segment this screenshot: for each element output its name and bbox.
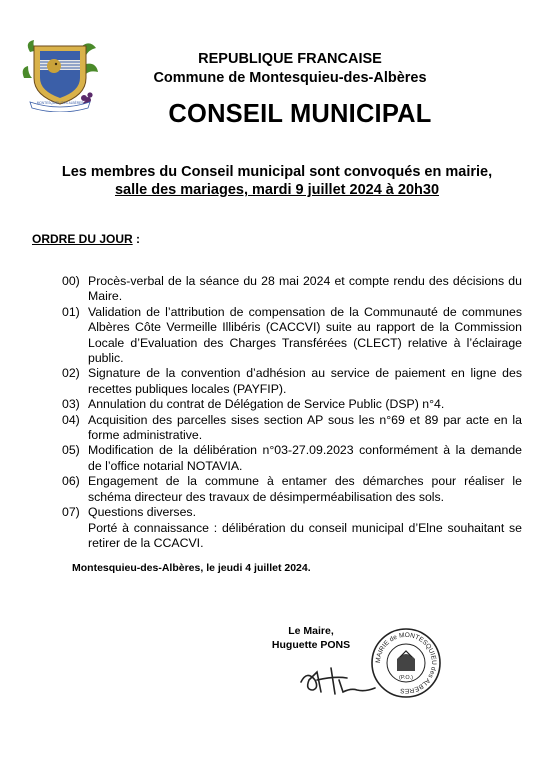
page-title: CONSEIL MUNICIPAL [168,100,432,128]
agenda-item-number: 05) [62,443,80,458]
agenda-item [62,413,522,444]
agenda-item-number: 04) [62,412,80,427]
agenda-heading-label: ORDRE DU JOUR [32,232,133,246]
agenda-item [62,305,522,367]
agenda-item [62,366,522,397]
seal-sub-text: (P.O.) [399,675,413,681]
republic-heading: REPUBLIQUE FRANCAISE [198,51,382,67]
agenda-item-number: 06) [62,474,80,489]
agenda-item-text: Signature de la convention d’adhésion au service de paiement en ligne des recettes publiques locales (PAYFIP). [88,366,522,396]
crest-banner-text: MONTESQUIEU DES ALBÈRES [36,101,84,105]
agenda-heading [32,232,140,246]
convocation-line-1: Les membres du Conseil municipal sont convoqués en mairie, [61,164,493,180]
agenda-item [62,443,522,474]
agenda-item [62,397,522,412]
agenda-item [62,274,522,305]
agenda-item-text: Questions diverses. [88,505,196,520]
date-line: Montesquieu-des-Albères, le jeudi 4 juillet 2024. [72,562,311,574]
agenda-list [62,274,522,551]
signatory-block [255,624,367,652]
agenda-item [62,505,522,551]
convocation-details: salle des mariages, mardi 9 juillet 2024 à 20h30 [114,182,440,198]
seal-text: MAIRIE de MONTESQUIEU des ALBÈRES [374,631,438,695]
agenda-item-number: 01) [62,304,80,319]
agenda-item-number: 02) [62,366,80,381]
agenda-item-body [88,505,522,551]
agenda-item-number: 00) [62,274,80,288]
agenda-item-text: Acquisition des parcelles sises section AP sous les n°69 et 89 par acte en la forme administrative. [88,412,522,443]
agenda-item-note: Porté à connaissance : délibération du conseil municipal d’Elne souhaitant se retirer de la CCACVI. [88,520,522,550]
signatory-name: Huguette PONS [271,639,351,651]
agenda-item [62,474,522,505]
agenda-item-number: 07) [62,505,80,520]
commune-name: Commune de Montesquieu-des-Albères [153,70,427,86]
agenda-item-text: Validation de l’attribution de compensation de la Communauté de communes Albères Côte Vermeille Illibéris (CACCVI) suite au rapport de la Commission Locale d’Evaluation des Charges Transférées (CLECT) relative à l’éclairage public. [88,304,522,366]
agenda-item-text: Engagement de la commune à entamer des démarches pour réaliser le schéma directeur des travaux de désimperméabilisation des sols. [88,474,522,504]
agenda-item-text: Procès-verbal de la séance du 28 mai 2024 et compte rendu des décisions du Maire. [88,274,522,304]
agenda-item-text: Annulation du contrat de Délégation de Service Public (DSP) n°4. [88,397,445,412]
signatory-role: Le Maire, [288,625,334,637]
agenda-item-text: Modification de la délibération n°03-27.09.2023 conformément à la demande de l’office notarial NOTAVIA. [88,443,522,473]
convocation-line-2 [0,182,554,198]
agenda-item-number: 03) [62,397,80,412]
agenda-heading-colon: : [132,232,141,246]
mairie-stamp-seal [370,627,442,699]
